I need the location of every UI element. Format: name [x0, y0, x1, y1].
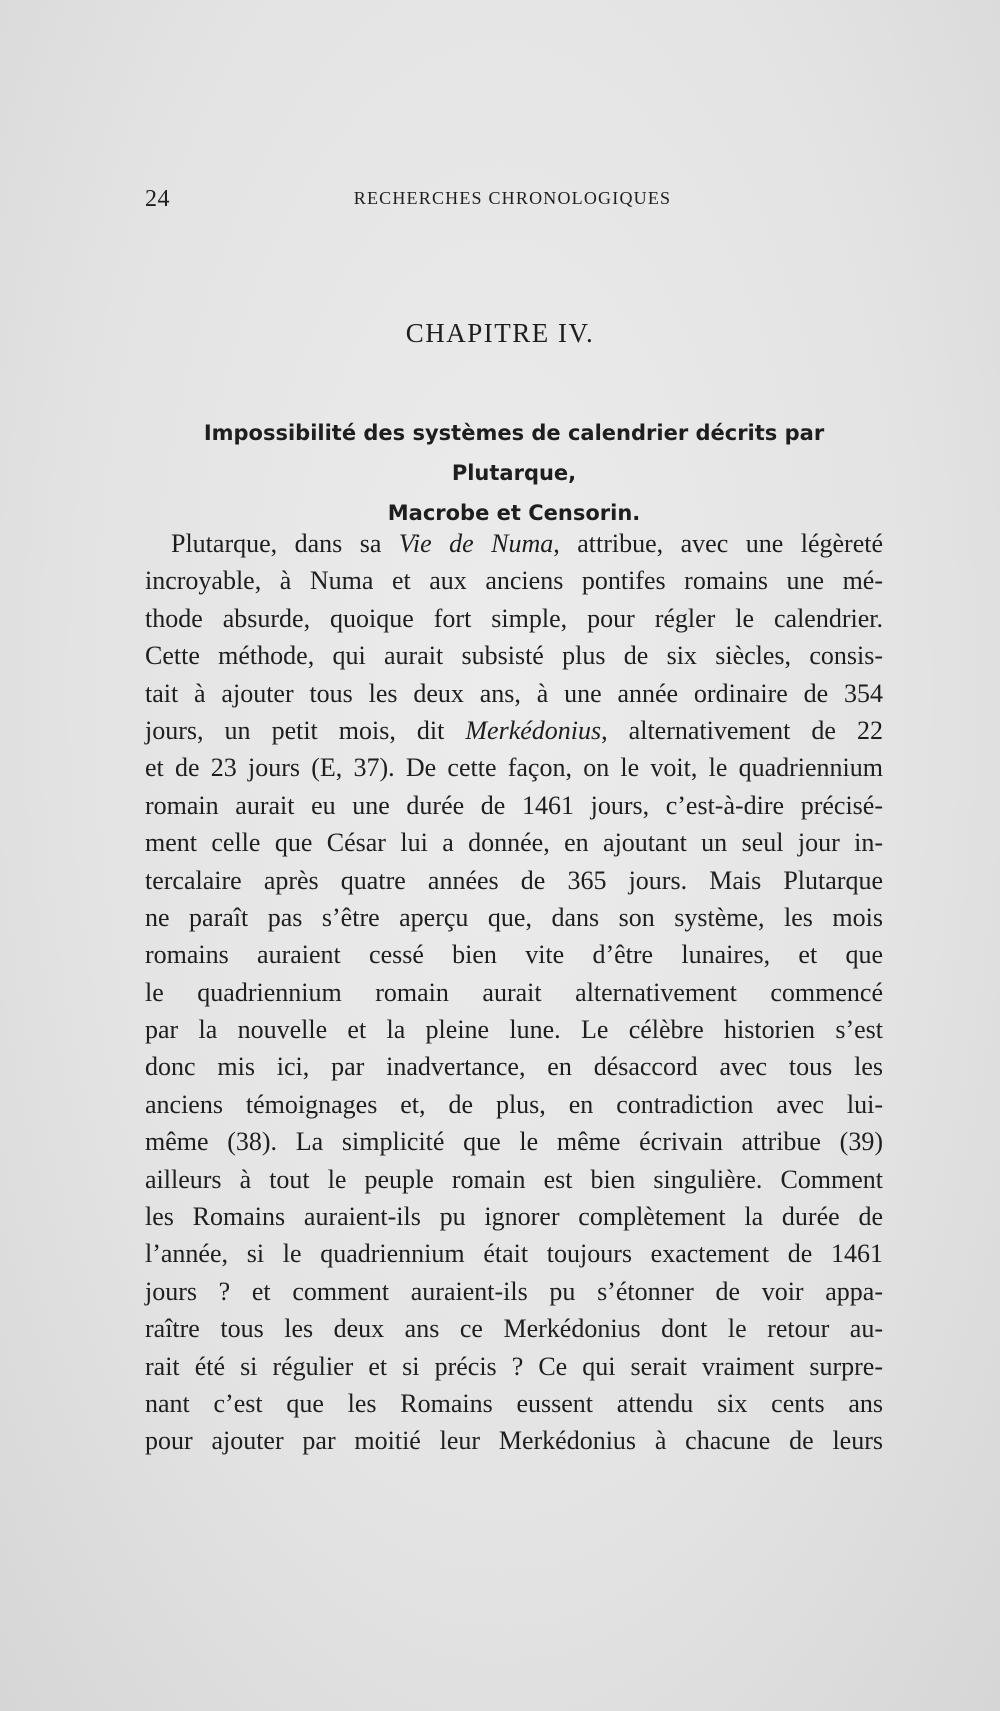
text-run: par la nouvelle et la pleine lune. Le célèbre historien s’est — [145, 1015, 883, 1045]
text-run: jours, un petit mois, dit — [145, 715, 466, 745]
text-run: , alternativement de 22 — [601, 715, 883, 745]
text-line — [145, 824, 883, 861]
text-run: romain aurait eu une durée de 1461 jours, c’est-à-dire précisé- — [145, 790, 883, 820]
text-line — [145, 1161, 883, 1198]
text-line — [145, 1385, 883, 1422]
chapter-subtitle — [145, 413, 883, 533]
text-run: même (38). La simplicité que le même écrivain attribue (39) — [145, 1127, 883, 1157]
text-line — [145, 787, 883, 824]
text-line — [145, 637, 883, 674]
text-run: romains auraient cessé bien vite d’être lunaires, et que — [145, 940, 883, 970]
text-run: Cette méthode, qui aurait subsisté plus de six siècles, consis- — [145, 641, 883, 671]
text-line — [145, 1048, 883, 1085]
text-run: l’année, si le quadriennium était toujours exactement de 1461 — [145, 1239, 883, 1269]
text-run: pour ajouter par moitié leur Merkédonius à chacune de leurs — [145, 1426, 883, 1456]
text-run: raître tous les deux ans ce Merkédonius dont le retour au- — [145, 1314, 883, 1344]
text-line — [145, 562, 883, 599]
text-line — [145, 1198, 883, 1235]
text-line — [145, 1086, 883, 1123]
running-header — [145, 186, 880, 216]
chapter-subtitle-line: Impossibilité des systèmes de calendrier décrits par Plutarque, — [203, 421, 825, 485]
text-run: thode absurde, quoique fort simple, pour régler le calendrier. — [145, 603, 883, 633]
body-paragraph — [145, 525, 883, 1460]
text-run: le quadriennium romain aurait alternativement commencé — [145, 977, 883, 1007]
text-run: ne paraît pas s’être aperçu que, dans son système, les mois — [145, 902, 883, 932]
text-line — [145, 1422, 883, 1459]
text-run: nant c’est que les Romains eussent attendu six cents ans — [145, 1388, 883, 1418]
text-line — [145, 1011, 883, 1048]
text-line — [145, 525, 883, 562]
chapter-title: CHAPITRE IV. — [405, 318, 595, 348]
text-line — [145, 1123, 883, 1160]
text-run: anciens témoignages et, de plus, en contradiction avec lui- — [145, 1089, 883, 1119]
text-run: ment celle que César lui a donnée, en ajoutant un seul jour in- — [145, 828, 883, 858]
text-run: et de 23 jours (E, 37). De cette façon, on le voit, le quadriennium — [145, 753, 883, 783]
italic-title: Vie de Numa — [398, 529, 554, 558]
text-line — [145, 936, 883, 973]
italic-title: Merkédonius — [465, 715, 602, 745]
text-run: Plutarque, dans sa — [171, 529, 399, 558]
text-run: jours ? et comment auraient-ils pu s’étonner de voir appa- — [145, 1276, 883, 1306]
text-run: tait à ajouter tous les deux ans, à une année ordinaire de 354 — [145, 678, 883, 708]
text-line — [145, 600, 883, 637]
text-line — [145, 712, 883, 749]
text-run: incroyable, à Numa et aux anciens pontifes romains une mé- — [145, 566, 883, 596]
text-run: les Romains auraient-ils pu ignorer complètement la durée de — [145, 1202, 883, 1232]
text-line — [145, 1273, 883, 1310]
text-line — [145, 974, 883, 1011]
text-line — [145, 1235, 883, 1272]
page-number: 24 — [145, 186, 170, 212]
chapter-subtitle-line: Macrobe et Censorin. — [387, 501, 641, 525]
text-line — [145, 1310, 883, 1347]
running-title: RECHERCHES CHRONOLOGIQUES — [353, 188, 672, 208]
text-line — [145, 862, 883, 899]
text-line — [145, 899, 883, 936]
text-line — [145, 675, 883, 712]
text-run: tercalaire après quatre années de 365 jours. Mais Plutarque — [145, 865, 883, 895]
text-run: rait été si régulier et si précis ? Ce qui serait vraiment surpre- — [145, 1351, 883, 1381]
text-line — [145, 1348, 883, 1385]
text-run: ailleurs à tout le peuple romain est bien singulière. Comment — [145, 1164, 883, 1194]
text-run: donc mis ici, par inadvertance, en désaccord avec tous les — [145, 1052, 883, 1082]
text-run: , attribue, avec une légèreté — [553, 529, 884, 558]
text-line — [145, 749, 883, 786]
